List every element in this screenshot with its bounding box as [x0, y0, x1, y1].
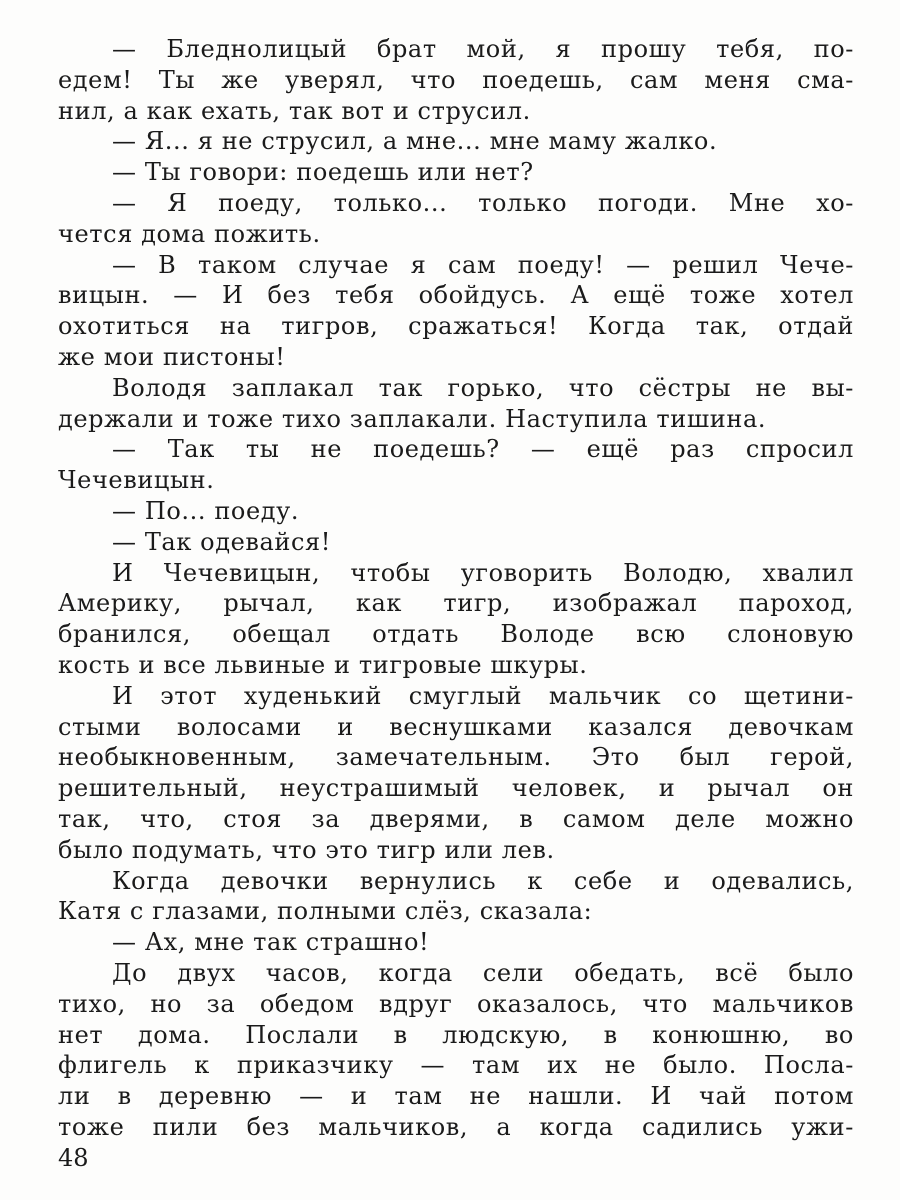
text-line: Когда девочки вернулись к себе и одевались, [112, 866, 854, 895]
text-line: было подумать, что это тигр или лев. [58, 835, 555, 864]
text-line: — Ах, мне так страшно! [112, 928, 430, 957]
text-line: — Бледнолицый брат мой, я прошу тебя, по- [112, 35, 854, 63]
text-line: флигель к приказчику — там их не было. Посла- [58, 1051, 854, 1080]
text-line: ли в деревню — и там не нашли. И чай потом [58, 1082, 854, 1111]
text-line: — По... поеду. [112, 496, 300, 525]
page-number: 48 [58, 1144, 89, 1172]
text-line: едем! Ты же уверял, что поедешь, сам меня сма- [58, 65, 854, 94]
text-line: бранился, обещал отдать Володе всю слоновую [58, 620, 854, 649]
text-line: — Я поеду, только... только погоди. Мне хо- [112, 188, 854, 217]
text-line: так, что, стоя за дверями, в самом деле можно [58, 804, 854, 833]
text-line: Чечевицын. [58, 466, 215, 495]
text-line: чется дома пожить. [58, 219, 321, 248]
text-line: нет дома. Послали в людскую, в конюшню, во [58, 1020, 854, 1049]
text-line: нил, а как ехать, так вот и струсил. [58, 96, 531, 125]
text-line: Америку, рычал, как тигр, изображал пароход, [58, 589, 854, 618]
text-line: тихо, но за обедом вдруг оказалось, что мальчиков [58, 989, 854, 1018]
text-line: кость и все львиные и тигровые шкуры. [58, 650, 588, 679]
text-line: — В таком случае я сам поеду! — решил Чече- [112, 250, 854, 279]
text-line: Володя заплакал так горько, что сёстры не вы- [112, 373, 854, 402]
text-line: же мои пистоны! [58, 342, 286, 371]
text-line: — Так ты не поедешь? — ещё раз спросил [112, 435, 854, 464]
text-line: И Чечевицын, чтобы уговорить Володю, хвалил [112, 558, 854, 587]
text-line: тоже пили без мальчиков, а когда садились ужи- [58, 1112, 854, 1141]
text-line: — Ты говори: поедешь или нет? [112, 158, 534, 187]
text-line: вицын. — И без тебя обойдусь. А ещё тоже хотел [58, 281, 854, 310]
text-line: решительный, неустрашимый человек, и рычал он [58, 774, 854, 803]
text-line: охотиться на тигров, сражаться! Когда так, отдай [58, 312, 854, 341]
text-line: И этот худенький смуглый мальчик со щетини- [112, 681, 854, 710]
text-line: До двух часов, когда сели обедать, всё было [112, 958, 854, 987]
page-text [58, 34, 854, 1143]
text-line: — Я... я не струсил, а мне... мне маму жалко. [112, 127, 718, 156]
text-line: стыми волосами и веснушками казался девочкам [58, 712, 854, 741]
text-line: держали и тоже тихо заплакали. Наступила тишина. [58, 404, 767, 433]
text-line: — Так одевайся! [112, 527, 332, 556]
text-line: Катя с глазами, полными слёз, сказала: [58, 897, 593, 926]
text-line: необыкновенным, замечательным. Это был герой, [58, 743, 854, 772]
